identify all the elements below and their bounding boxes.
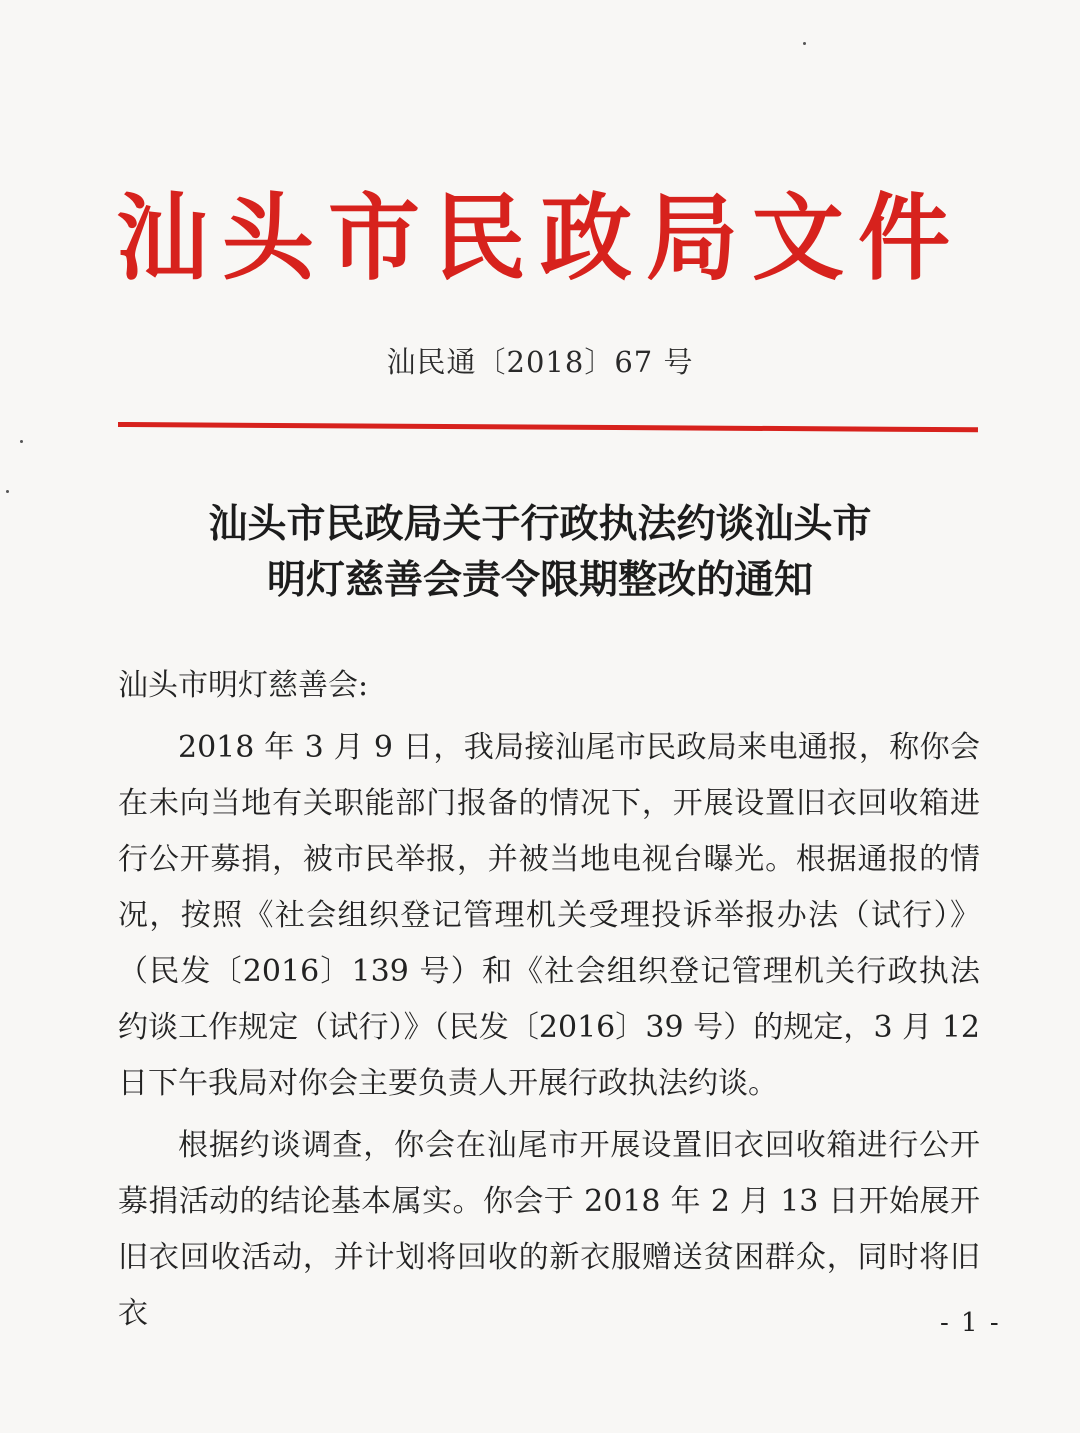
scan-speck [6, 490, 9, 493]
document-title [0, 496, 1080, 608]
red-divider-line [118, 422, 978, 432]
document-number: 汕民通〔2018〕67 号 [386, 345, 694, 379]
scan-speck [803, 42, 806, 45]
document-body [118, 658, 980, 1348]
document-masthead: 汕头市民政局文件 [115, 182, 964, 294]
scan-speck [20, 440, 23, 443]
page-number: - 1 - [940, 1308, 1001, 1338]
salutation: 汕头市明灯慈善会: [118, 668, 369, 703]
body-paragraph-1: 2018 年 3 月 9 日，我局接汕尾市民政局来电通报，称你会在未向当地有关职能部门报备的情况下，开展设置旧衣回收箱进行公开募捐，被市民举报，并被当地电视台曝光。根据通报的情况，按照《社会组织登记管理机关受理投诉举报办法（试行）》（民发〔2016〕139 号）和《社会组织登记管理机关行政执法约谈工作规定（试行）》（民发〔2016〕39 号）的规定，3 月 12 日下午我局对你会主要负责人开展行政执法约谈。 [118, 730, 980, 1101]
title-line-1: 汕头市民政局关于行政执法约谈汕头市 [208, 501, 872, 547]
title-line-2: 明灯慈善会责令限期整改的通知 [266, 557, 813, 603]
body-paragraph-2: 根据约谈调查，你会在汕尾市开展设置旧衣回收箱进行公开募捐活动的结论基本属实。你会于 2018 年 2 月 13 日开始展开旧衣回收活动，并计划将回收的新衣服赠送贫困群众，同时将旧衣 [118, 1128, 980, 1331]
